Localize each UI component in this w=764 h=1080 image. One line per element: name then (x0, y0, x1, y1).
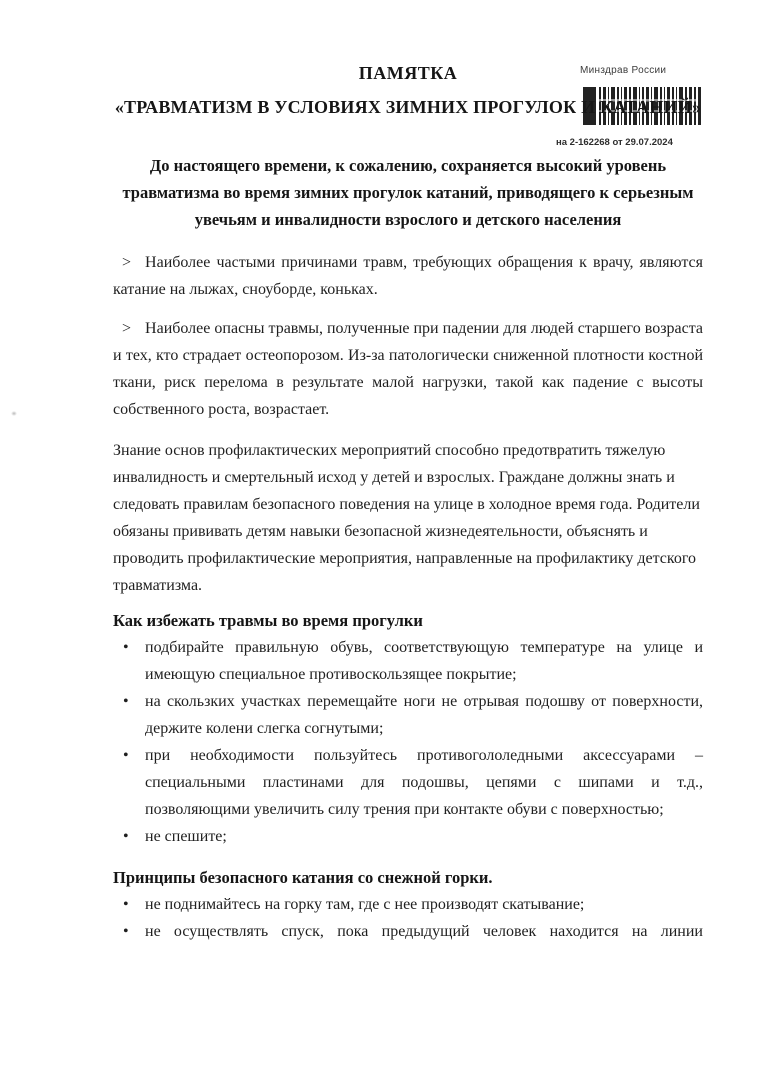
list-item (113, 688, 703, 742)
list-item (113, 918, 703, 945)
list-item-text: не поднимайтесь на горку там, где с нее производят скатывание; (145, 896, 585, 913)
section-heading-walk-safety: Как избежать травмы во время прогулки (113, 611, 423, 630)
walk-safety-list (113, 634, 703, 850)
bullet-marker: • (123, 693, 129, 710)
arrow-marker: > (122, 254, 132, 271)
list-item (113, 742, 703, 823)
bullet-marker: • (123, 923, 129, 940)
stamp-agency-label: Минздрав России (580, 65, 667, 76)
stamp-reference-number: на 2-162268 от 29.07.2024 (556, 137, 673, 148)
section-heading-sledding-safety: Принципы безопасного катания со снежной горки. (113, 868, 493, 887)
arrow-marker: > (122, 320, 132, 337)
document-body (113, 62, 703, 945)
bullet-marker: • (123, 639, 129, 656)
intro-paragraph: До настоящего времени, к сожалению, сохраняется высокий уровень травматизма во время зимних прогулок катаний, приводящего к серьезным увечьям и инвалидности взрослого и детского населения (122, 156, 694, 229)
arrow-paragraph-text: Наиболее опасны травмы, полученные при падении для людей старшего возраста и тех, кто страдает остеопорозом. Из-за патологически сниженной плотности костной ткани, риск перелома в результате малой нагрузки, такой как падение с высоты собственного роста, возрастает. (113, 320, 703, 418)
bullet-marker: • (123, 896, 129, 913)
arrow-paragraph-text: Наиболее частыми причинами травм, требующих обращения к врачу, являются катание на лыжах, сноуборде, коньках. (113, 254, 703, 298)
bullet-marker: • (123, 828, 129, 845)
list-item-text: не спешите; (145, 828, 227, 845)
list-item (113, 823, 703, 850)
list-item-text: при необходимости пользуйтесь противогололедными аксессуарами – специальными пластинами для подошвы, цепями с шипами и т.д., позволяющими увеличить силу трения при контакте обуви с поверхностью; (145, 747, 703, 818)
list-item-text: на скользких участках перемещайте ноги не отрывая подошву от поверхности, держите колени слегка согнутыми; (145, 693, 703, 737)
arrow-paragraph (113, 249, 703, 303)
scan-artifact-dot (11, 411, 17, 416)
bullet-marker: • (123, 747, 129, 764)
list-item-text: подбирайте правильную обувь, соответствующую температуре на улице и имеющую специальное противоскользящее покрытие; (145, 639, 703, 683)
page-title: ПАМЯТКА (358, 63, 458, 83)
sledding-safety-list (113, 891, 703, 945)
list-item-text: не осуществлять спуск, пока предыдущий человек находится на линии (145, 923, 703, 940)
page-subtitle: «ТРАВМАТИЗМ В УСЛОВИЯХ ЗИМНИХ ПРОГУЛОК И КАТАНИЙ» (114, 97, 702, 117)
arrow-paragraph (113, 315, 703, 423)
list-item (113, 891, 703, 918)
body-paragraph: Знание основ профилактических мероприятий способно предотвратить тяжелую инвалидность и смертельный исход у детей и взрослых. Граждане должны знать и следовать правилам безопасного поведения на улице в холодное время года. Родители обязаны прививать детям навыки безопасной жизнедеятельности, объяснять и проводить профилактические мероприятия, направленные на профилактику детского травматизма. (113, 442, 700, 594)
list-item (113, 634, 703, 688)
